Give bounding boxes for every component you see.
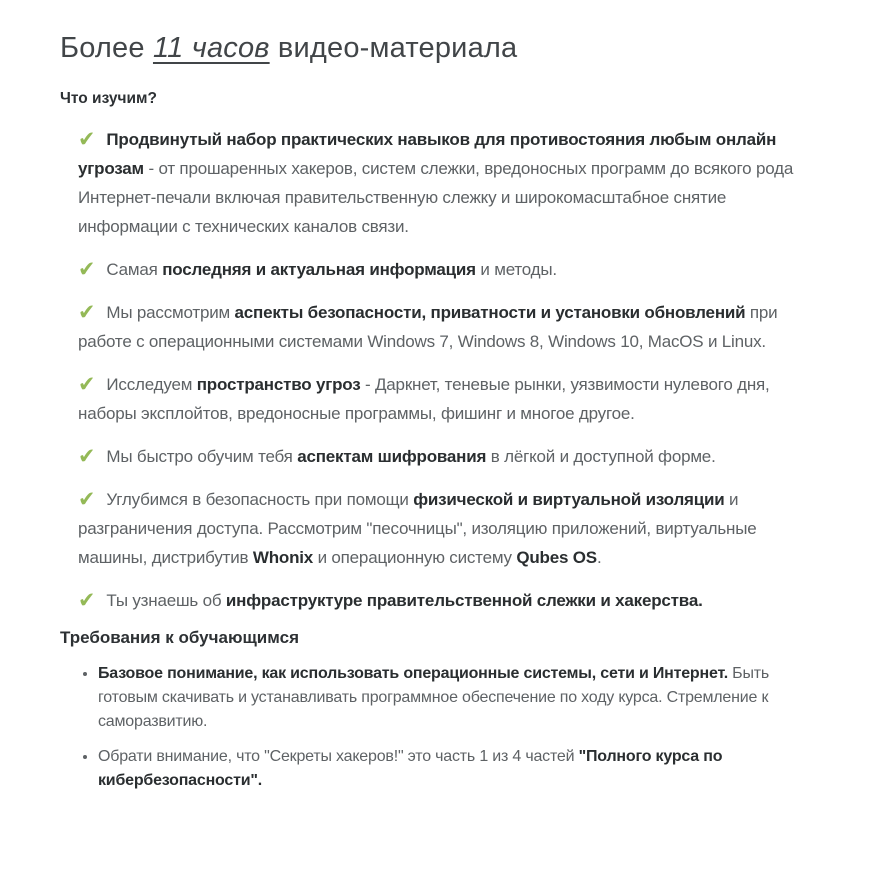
text-segment: Обрати внимание, что "Секреты хакеров!" это часть 1 из 4 частей [98,748,579,765]
text-segment: аспектам шифрования [297,447,487,466]
text-segment: . [596,548,602,567]
text-segment: Whonix [252,548,314,567]
checklist-item [78,585,820,615]
text-segment: Qubes OS [516,548,597,567]
checkmark-icon: ✔ [77,126,96,152]
text-segment: Ты узнаешь об [106,591,226,610]
text-segment: Углубимся в безопасность при помощи [106,490,414,509]
requirements-heading: Требования к обучающимся [60,628,299,647]
requirement-item [98,662,824,734]
requirements-list [60,662,836,793]
what-we-learn-list [60,124,836,615]
text-segment: Базовое понимание, как использовать операционные системы, сети и Интернет. [98,665,728,682]
checklist-item [78,441,820,471]
text-segment: 11 часов [152,32,270,64]
checkmark-icon: ✔ [77,587,96,613]
text-segment: и разграничения доступа. Рассмотрим "песочницы", изоляцию приложений, виртуальные машины, дистрибутив [78,490,757,567]
text-segment: - от прошаренных хакеров, систем слежки, вредоносных программ до всякого рода Интернет-печали включая правительственную слежку и широкомасштабное снятие информации с технических каналов связи. [78,159,794,236]
text-segment: "Полного курса по кибербезопасности". [98,748,723,789]
requirement-item [98,745,824,793]
text-segment: Мы рассмотрим [106,303,235,322]
checklist-item [78,254,820,284]
text-segment: Самая [106,260,163,279]
text-segment: - Даркнет, теневые рынки, уязвимости нулевого дня, наборы эксплойтов, вредоносные программы, фишинг и многое другое. [78,375,770,423]
checkmark-icon: ✔ [77,371,96,397]
text-segment: в лёгкой и доступной форме. [486,447,716,466]
text-segment: Мы быстро обучим тебя [106,447,298,466]
text-segment: пространство угроз [196,375,361,394]
text-segment: Продвинутый набор практических навыков для противостояния любым онлайн угрозам [78,130,777,178]
text-segment: физической и виртуальной изоляции [413,490,725,509]
checklist-item [78,124,820,241]
checkmark-icon: ✔ [77,486,96,512]
checklist-item [78,369,820,428]
checkmark-icon: ✔ [77,299,96,325]
text-segment: инфраструктуре правительственной слежки и хакерства. [225,591,703,610]
text-segment: видео-материала [269,32,518,64]
text-segment: Исследуем [106,375,197,394]
text-segment: при работе с операционными системами Windows 7, Windows 8, Windows 10, MacOS и Linux. [78,303,778,351]
page-title [60,30,836,66]
checklist-item [78,297,820,356]
checkmark-icon: ✔ [77,256,96,282]
checklist-item [78,484,820,572]
text-segment: и методы. [475,260,557,279]
what-we-learn-heading: Что изучим? [60,90,157,107]
text-segment: аспекты безопасности, приватности и установки обновлений [234,303,746,322]
text-segment: последняя и актуальная информация [162,260,476,279]
checkmark-icon: ✔ [77,443,96,469]
text-segment: Более [60,32,153,64]
text-segment: и операционную систему [313,548,517,567]
text-segment: Быть готовым скачивать и устанавливать программное обеспечение по ходу курса. Стремление к саморазвитию. [98,665,770,730]
